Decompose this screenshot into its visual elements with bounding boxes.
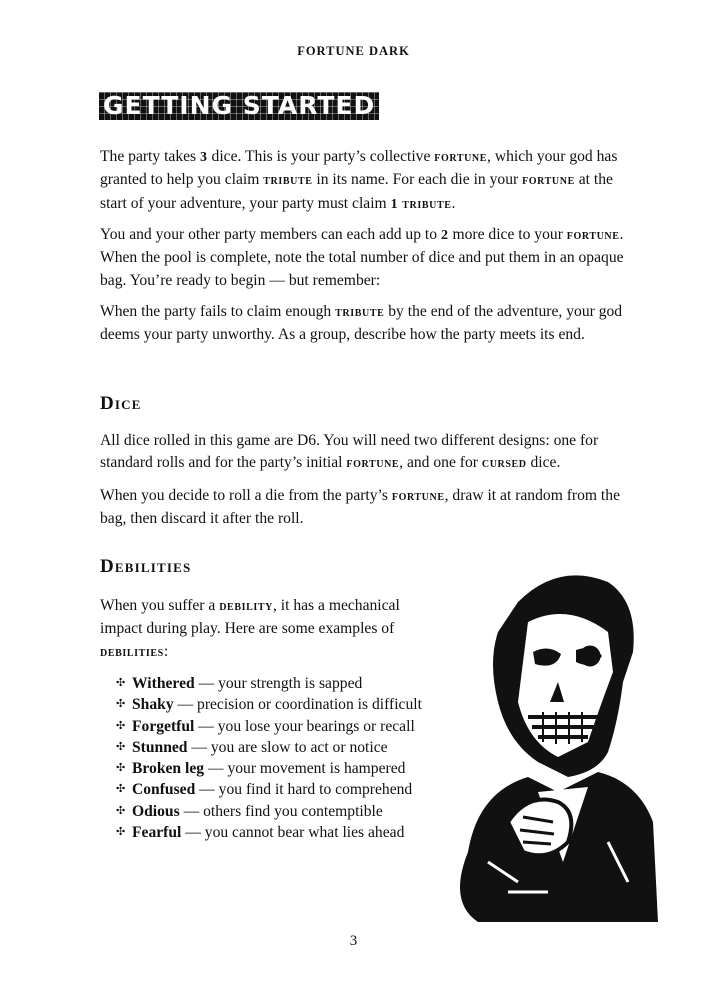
list-item (116, 673, 422, 694)
page-number: 3 (349, 933, 358, 949)
text-run: : (163, 642, 169, 660)
bullet-icon: ✣ (116, 698, 126, 711)
bullet-icon: ✣ (116, 719, 126, 732)
list-item (116, 801, 422, 822)
paragraph (100, 485, 635, 531)
debility-description: — you cannot bear what lies ahead (181, 824, 405, 842)
page-title: GETTING STARTED (99, 92, 379, 120)
text-run: more dice to your (448, 226, 567, 243)
game-term: fortune (522, 173, 575, 189)
game-term: 3 (200, 150, 208, 165)
bullet-icon: ✣ (116, 804, 126, 817)
skull-gentleman-illustration (448, 562, 658, 922)
debility-description: — your movement is hampered (204, 760, 406, 778)
debility-name: Fearful (132, 824, 182, 842)
text-run: , it has a mechanical impact during play. Here are some examples of (100, 597, 400, 638)
game-term: cursed (481, 456, 527, 472)
bullet-icon: ✣ (116, 740, 126, 753)
paragraph (100, 224, 635, 292)
game-term: debility (219, 599, 273, 614)
debility-name: Odious (132, 802, 180, 820)
text-run: by the end of the adventure, your god deems your party unworthy. As a group, describe how the party meets its end. (100, 303, 623, 344)
text-run: All dice rolled in this game are D6. You will need two different designs: one for standard rolls and for the party’s initial (100, 432, 599, 472)
game-term: tribute (263, 173, 313, 189)
debility-description: — your strength is sapped (194, 675, 363, 692)
section-heading-debilities: Debilities (100, 556, 192, 577)
paragraph (100, 301, 635, 347)
text-run: . (451, 194, 456, 212)
bullet-icon: ✣ (116, 826, 126, 839)
text-run: dice. (526, 454, 561, 472)
debility-description: — you lose your bearings or recall (194, 717, 415, 735)
debility-name: Shaky (132, 696, 174, 714)
game-term: 1 tribute (390, 196, 452, 212)
game-term: debilities (100, 644, 164, 660)
game-term: fortune (391, 489, 445, 504)
debility-name: Withered (132, 675, 195, 692)
text-run: The party takes (100, 148, 201, 165)
text-run: , and one for (399, 454, 482, 472)
list-item (116, 822, 422, 843)
running-head: FORTUNE DARK (297, 44, 410, 58)
text-run: , draw it at random from the bag, then discard it after the roll. (100, 487, 620, 528)
list-item (116, 737, 422, 758)
text-run: dice. This is your party’s collective (207, 148, 435, 165)
debility-name: Stunned (132, 738, 188, 756)
debility-name: Broken leg (132, 760, 205, 778)
text-run: in its name. For each die in your (312, 171, 523, 189)
paragraph (100, 595, 430, 664)
game-term: tribute (335, 305, 385, 320)
debility-name: Forgetful (132, 717, 195, 735)
text-run: , which your god has granted to help you claim (100, 148, 618, 189)
text-run: When you decide to roll a die from the party’s (100, 487, 392, 504)
list-item (116, 758, 422, 779)
game-term: fortune (566, 228, 620, 243)
text-run: You and your other party members can each add up to (100, 226, 441, 243)
section-heading-dice: Dice (100, 393, 142, 414)
text-run: When the party fails to claim enough (100, 303, 336, 320)
debility-description: — you are slow to act or notice (187, 738, 388, 756)
game-term: 2 (440, 228, 449, 243)
bullet-icon: ✣ (116, 762, 126, 775)
text-run: When you suffer a (100, 597, 220, 614)
debility-name: Confused (132, 781, 196, 799)
paragraph (100, 430, 635, 476)
bullet-icon: ✣ (116, 677, 126, 689)
game-term: fortune (346, 456, 400, 472)
debility-description: — you find it hard to comprehend (195, 781, 413, 799)
bullet-icon: ✣ (116, 783, 126, 796)
paragraph (100, 146, 635, 216)
list-item (116, 779, 422, 800)
text-run: . When the pool is complete, note the total number of dice and put them in an opaque bag. You’re ready to begin — but remember: (100, 226, 624, 289)
list-item (116, 716, 422, 737)
game-term: fortune (434, 150, 488, 165)
list-item (116, 694, 422, 715)
debility-description: — others find you contemptible (179, 802, 383, 820)
text-run: at the start of your adventure, your party must claim (100, 171, 613, 212)
debility-description: — precision or coordination is difficult (173, 696, 422, 714)
debilities-list (116, 673, 422, 843)
